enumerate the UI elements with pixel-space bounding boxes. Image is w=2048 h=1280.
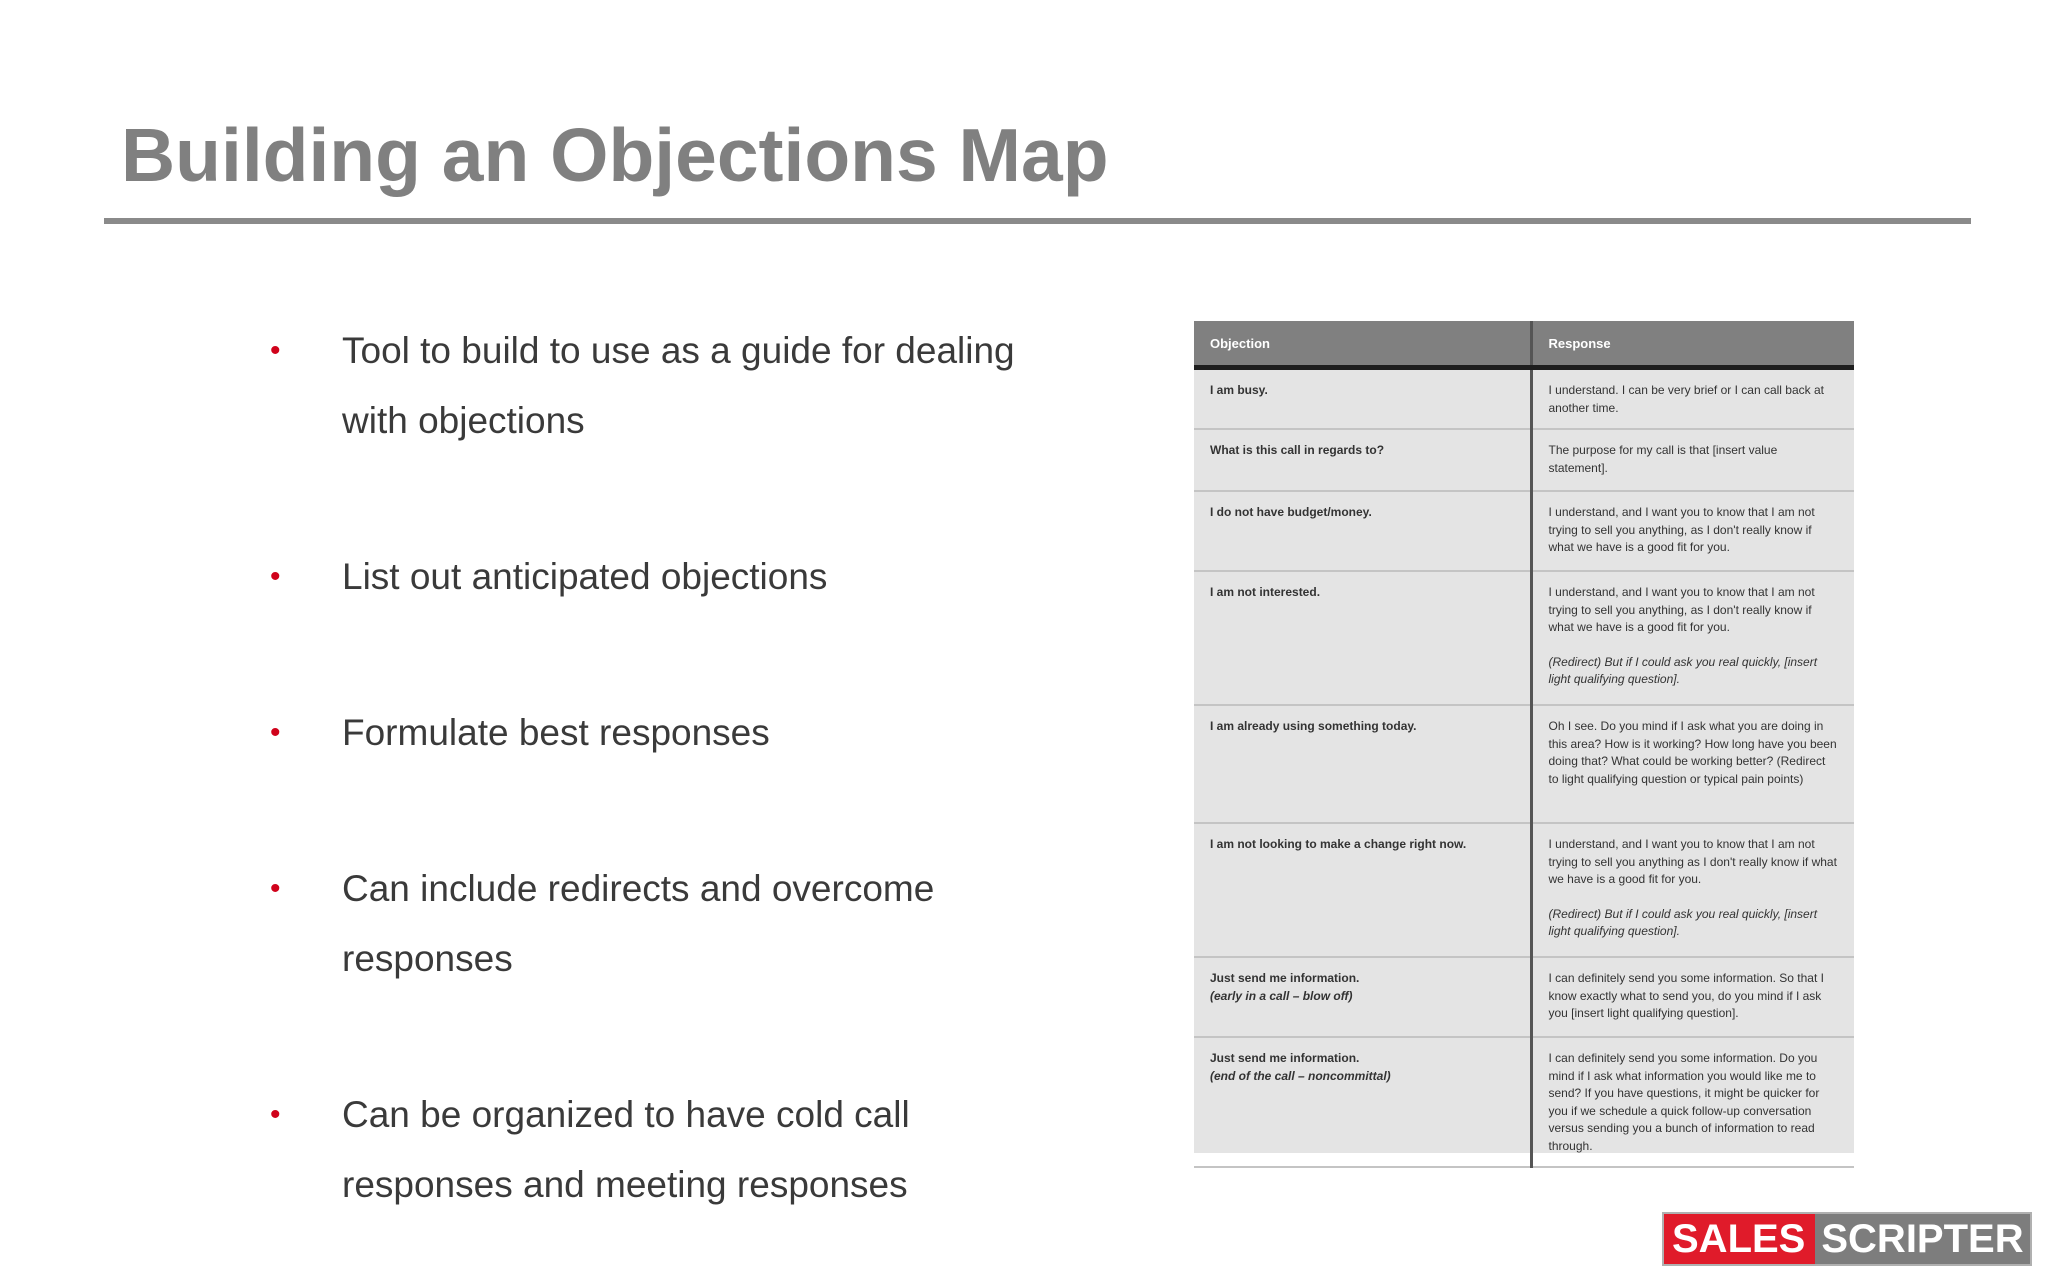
table-row — [1194, 491, 1854, 571]
bullet-text: List out anticipated objections — [342, 556, 828, 597]
redirect-text: (Redirect) But if I could ask you real quickly, [insert light qualifying question]. — [1548, 654, 1818, 686]
response-text: The purpose for my call is that [insert value statement]. — [1548, 443, 1778, 475]
objection-text: What is this call in regards to? — [1210, 443, 1385, 457]
objection-cell — [1194, 957, 1531, 1037]
objection-text: I do not have budget/money. — [1210, 505, 1372, 519]
response-cell — [1531, 429, 1854, 491]
bullet-text: Can include redirects and overcome responses — [342, 868, 935, 979]
objection-text: I am not interested. — [1210, 585, 1321, 599]
bullet-dot-icon: • — [270, 560, 281, 593]
bullet-dot-icon: • — [270, 1098, 281, 1131]
bullet-item — [270, 542, 1090, 612]
objection-cell — [1194, 705, 1531, 823]
response-cell — [1531, 368, 1854, 430]
table-row — [1194, 1037, 1854, 1167]
response-text: I understand, and I want you to know that I am not trying to sell you anything, as I don't really know if what we have is a good fit for you. — [1548, 505, 1815, 554]
objection-cell — [1194, 491, 1531, 571]
response-text: I understand, and I want you to know that I am not trying to sell you anything as I don't really know if what we have is a good fit for you. — [1548, 837, 1837, 886]
bullet-text: Formulate best responses — [342, 712, 770, 753]
response-cell — [1531, 491, 1854, 571]
logo-part-scripter: SCRIPTER — [1821, 1217, 2024, 1261]
response-cell — [1531, 571, 1854, 705]
table-row — [1194, 957, 1854, 1037]
objection-text: I am not looking to make a change right now. — [1210, 837, 1467, 851]
objection-cell — [1194, 429, 1531, 491]
table-header-row — [1194, 321, 1854, 368]
table-row — [1194, 571, 1854, 705]
objection-cell — [1194, 571, 1531, 705]
header-response: Response — [1531, 321, 1854, 368]
response-text: I can definitely send you some information. Do you mind if I ask what information you would like me to send? If you have questions, it might be quicker for you if we schedule a quick follow-up conversation versus sending you a bunch of information to read through. — [1548, 1051, 1820, 1153]
bullet-dot-icon: • — [270, 872, 281, 905]
bullet-text: Can be organized to have cold call responses and meeting responses — [342, 1094, 910, 1205]
bullet-list — [270, 316, 1090, 1220]
objection-text: Just send me information. — [1210, 1051, 1360, 1065]
bullet-text: Tool to build to use as a guide for dealing with objections — [342, 330, 1015, 441]
redirect-text: (Redirect) But if I could ask you real quickly, [insert light qualifying question]. — [1548, 906, 1818, 938]
logo-part-sales: SALES — [1664, 1214, 1815, 1264]
objections-table-image — [1194, 321, 1854, 1153]
sales-scripter-logo — [1662, 1212, 2032, 1266]
objection-note: (early in a call – blow off) — [1210, 988, 1353, 1003]
response-text: I can definitely send you some information. So that I know exactly what to send you, do you mind if I ask you [insert light qualifying question]. — [1548, 971, 1824, 1020]
objection-text: I am busy. — [1210, 383, 1268, 397]
response-cell — [1531, 823, 1854, 957]
response-text: I understand, and I want you to know that I am not trying to sell you anything, as I don't really know if what we have is a good fit for you. — [1548, 585, 1815, 634]
objection-note: (end of the call – noncommittal) — [1210, 1068, 1391, 1083]
table-row — [1194, 823, 1854, 957]
bullet-dot-icon: • — [270, 334, 281, 367]
response-cell — [1531, 705, 1854, 823]
table-row — [1194, 429, 1854, 491]
objection-cell — [1194, 823, 1531, 957]
table-row — [1194, 368, 1854, 430]
response-text: I understand. I can be very brief or I can call back at another time. — [1548, 383, 1824, 415]
bullet-item — [270, 698, 1090, 768]
objections-table — [1194, 321, 1854, 1168]
objection-text: I am already using something today. — [1210, 719, 1417, 733]
table-row — [1194, 705, 1854, 823]
bullet-item — [270, 1080, 1090, 1220]
bullet-item — [270, 854, 1090, 994]
objection-cell — [1194, 1037, 1531, 1167]
objection-cell — [1194, 368, 1531, 430]
response-text: Oh I see. Do you mind if I ask what you are doing in this area? How is it working? How long have you been doing that? What could be working better? (Redirect to light qualifying question or typical pain points) — [1548, 719, 1837, 786]
page-title: Building an Objections Map — [121, 113, 1109, 197]
objection-text: Just send me information. — [1210, 971, 1360, 985]
response-cell — [1531, 957, 1854, 1037]
response-cell — [1531, 1037, 1854, 1167]
title-divider — [104, 218, 1971, 224]
bullet-dot-icon: • — [270, 716, 281, 749]
header-objection: Objection — [1194, 321, 1531, 368]
bullet-item — [270, 316, 1090, 456]
